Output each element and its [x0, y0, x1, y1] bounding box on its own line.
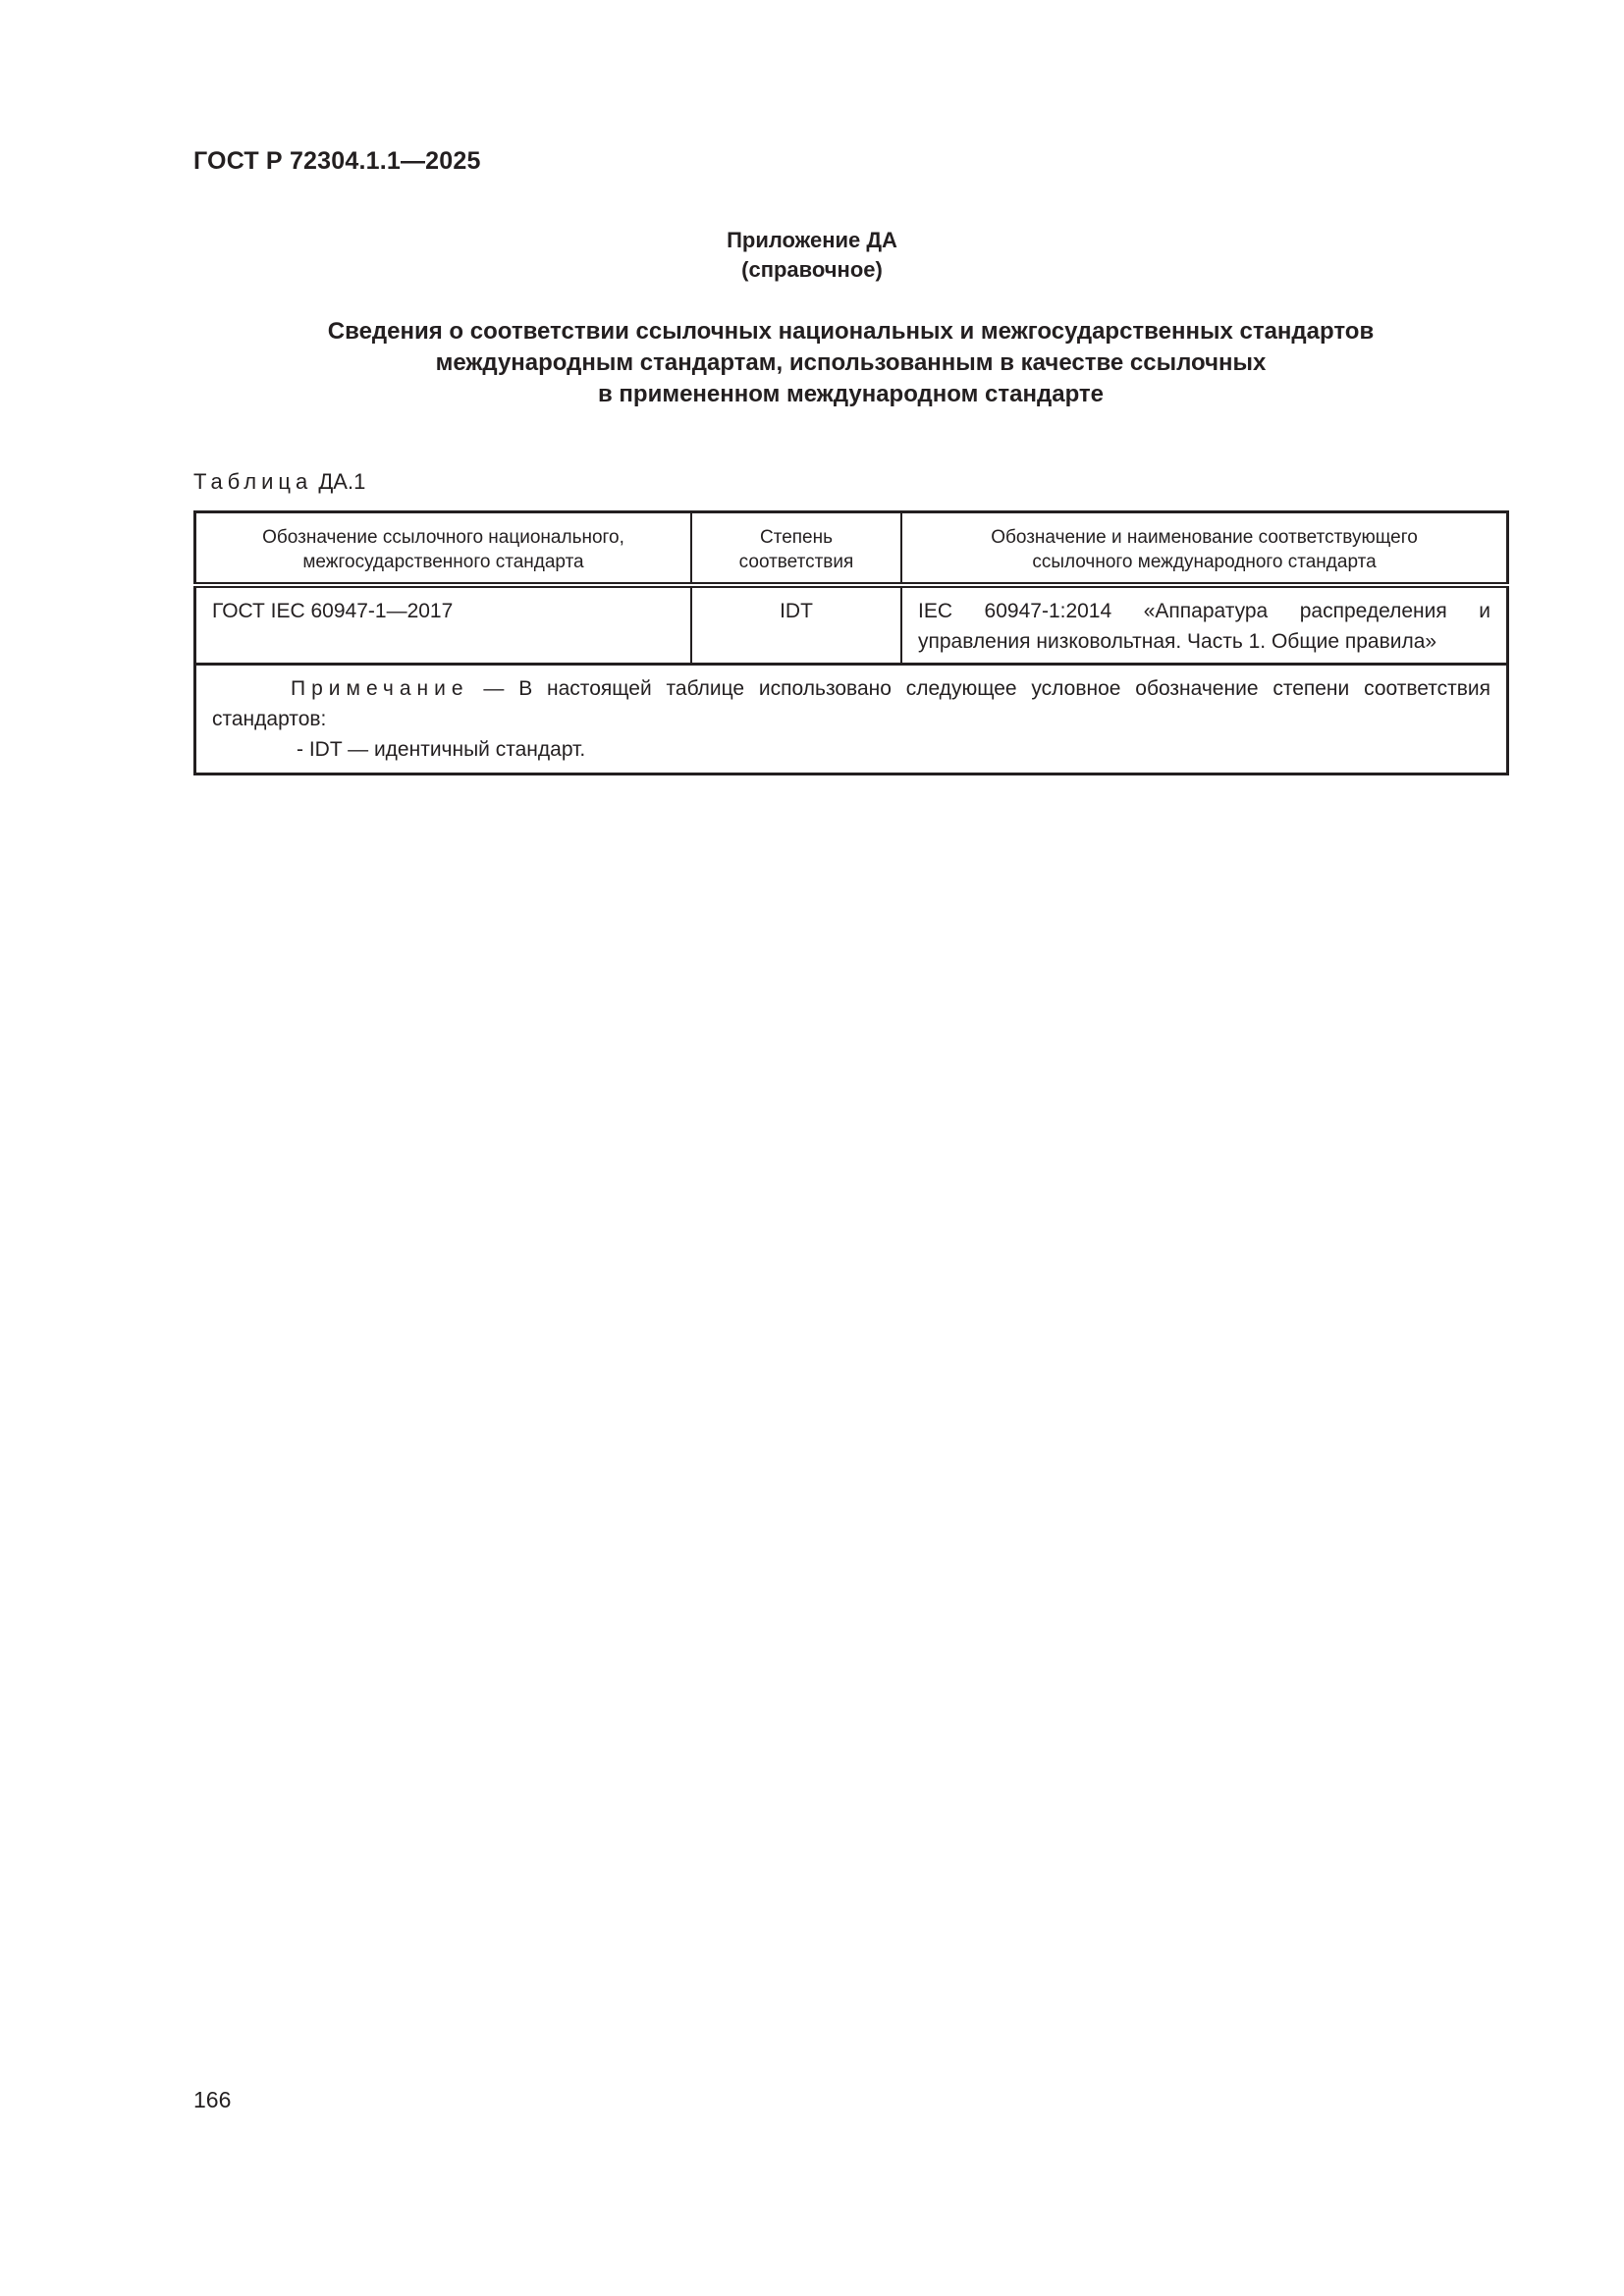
table-note-row	[195, 665, 1508, 774]
annex-type: (справочное)	[741, 257, 883, 282]
column-header-national-standard	[195, 512, 692, 586]
page-number: 166	[193, 2087, 232, 2112]
annex-heading-line: Сведения о соответствии ссылочных национальных и межгосударственных стандартов	[327, 318, 1375, 345]
column-header-line: Степень	[759, 527, 834, 548]
note-list-item: - IDT — идентичный стандарт.	[297, 738, 586, 761]
column-header-line: Обозначение ссылочного национального,	[262, 527, 624, 548]
table-row	[195, 585, 1508, 665]
cell-national-standard: ГОСТ IEC 60947-1—2017	[195, 585, 692, 665]
column-header-degree	[691, 512, 901, 586]
note-label: Примечание	[291, 677, 469, 700]
table-note	[195, 665, 1508, 774]
column-header-line: ссылочного международного стандарта	[1032, 552, 1377, 572]
cell-degree: IDT	[691, 585, 901, 665]
note-text	[212, 673, 1490, 734]
column-header-international-standard	[901, 512, 1508, 586]
table-caption-number: ДА.1	[318, 469, 366, 494]
standards-correspondence-table	[193, 510, 1509, 775]
annex-title: Приложение ДА	[727, 228, 897, 252]
column-header-line: Обозначение и наименование соответствующего	[991, 527, 1418, 548]
document-code: ГОСТ Р 72304.1.1—2025	[193, 147, 481, 175]
column-header-line: соответствия	[738, 552, 854, 572]
annex-heading	[193, 316, 1508, 410]
annex-heading-line: в примененном международном стандарте	[597, 381, 1105, 407]
cell-international-standard: IEC 60947-1:2014 «Аппаратура распределения и управления низковольтная. Часть 1. Общие правила»	[901, 585, 1508, 665]
table-caption	[193, 469, 365, 495]
table-caption-label: Таблица	[193, 469, 313, 494]
column-header-line: межгосударственного стандарта	[302, 552, 584, 572]
table-header-row	[195, 512, 1508, 586]
note-body: — В настоящей таблице использовано следующее условное обозначение степени соответствия стандартов:	[212, 677, 1490, 730]
annex-heading-line: международным стандартам, использованным в качестве ссылочных	[435, 349, 1267, 376]
annex-header	[0, 226, 1624, 285]
